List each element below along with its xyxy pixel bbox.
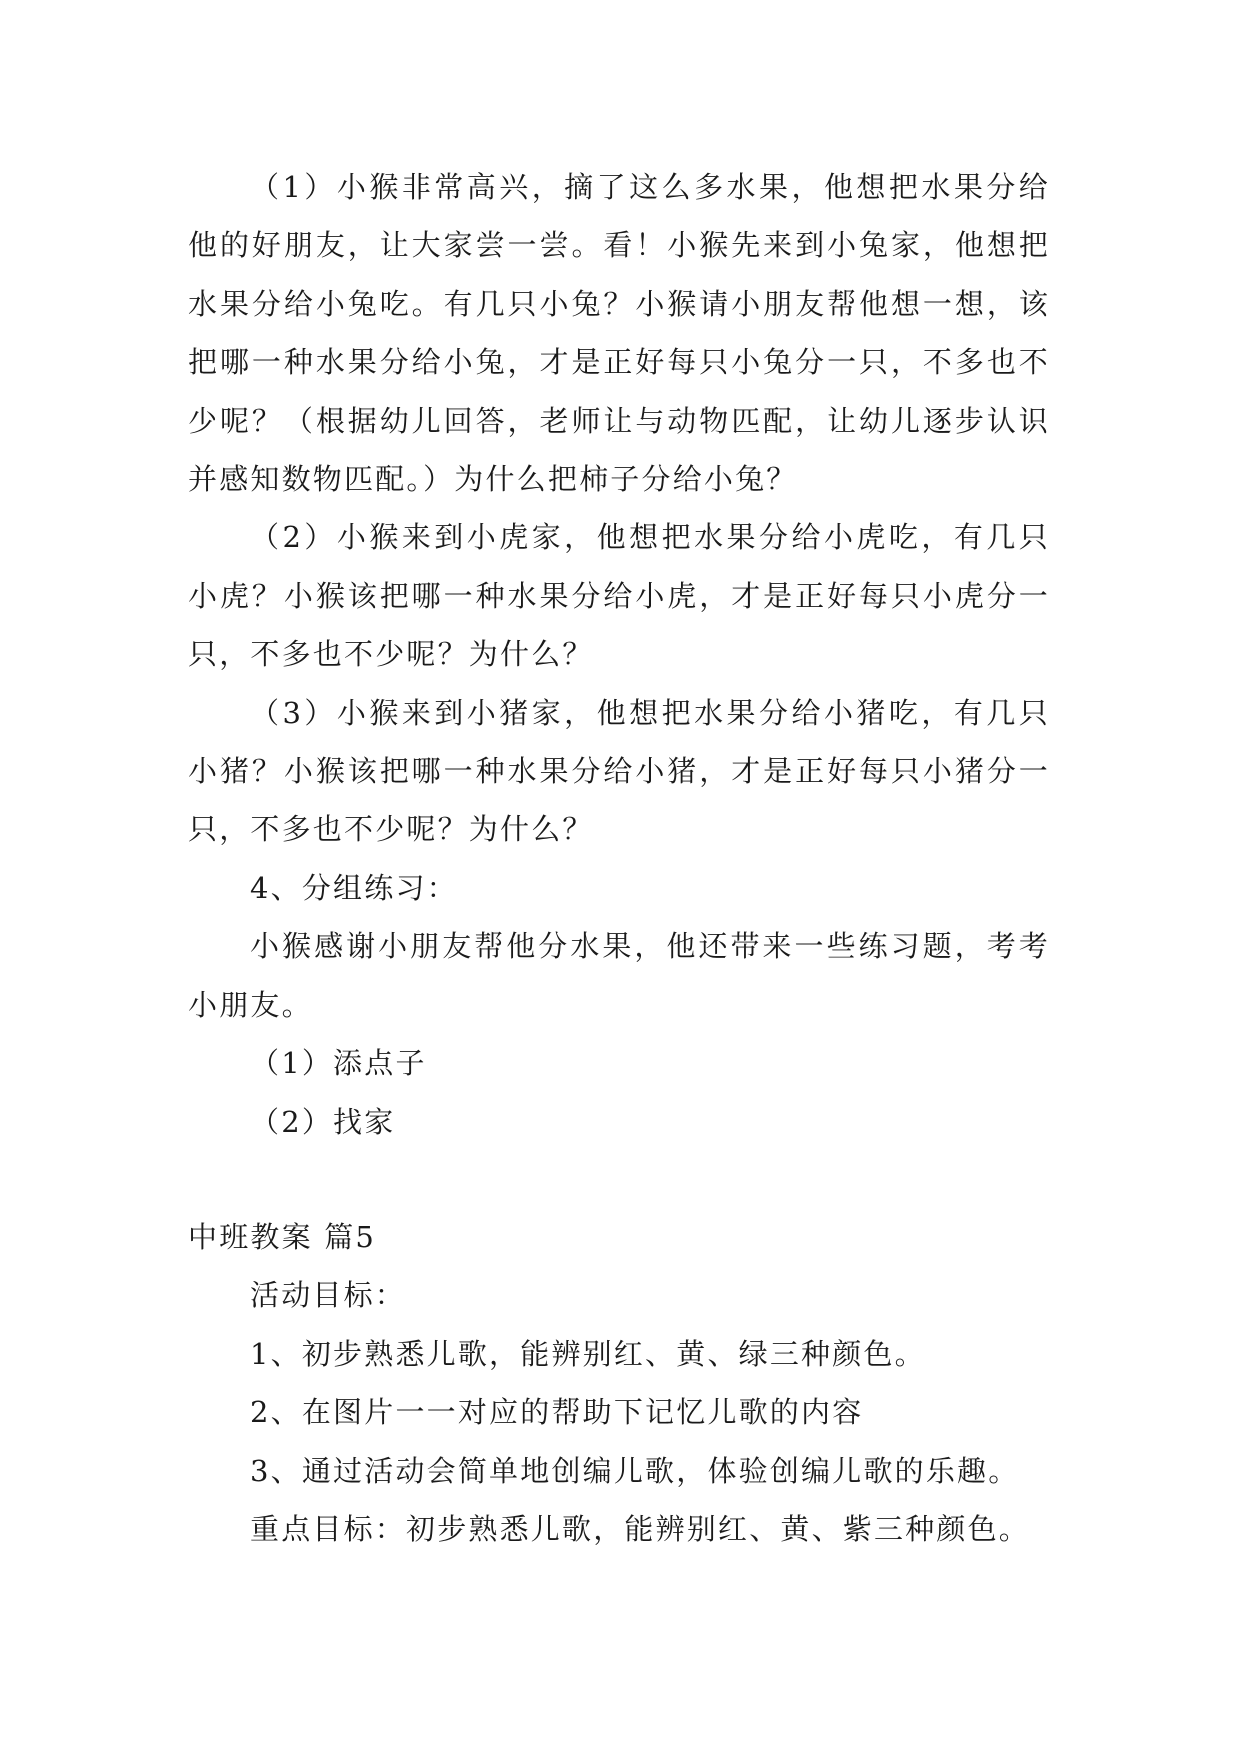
paragraph: 重点目标：初步熟悉儿歌，能辨别红、黄、紫三种颜色。 <box>250 1512 1031 1547</box>
lesson-plan-section <box>188 1208 1050 1558</box>
paragraph: 1、初步熟悉儿歌，能辨别红、黄、绿三种颜色。 <box>250 1336 926 1371</box>
paragraph: 4、分组练习： <box>250 870 458 905</box>
paragraph: （2）小猴来到小虎家，他想把水果分给小虎吃，有几只小虎？小猴该把哪一种水果分给小虎，才是正好每只小虎分一只，不多也不少呢？为什么？ <box>188 520 1050 672</box>
section-heading: 中班教案 篇5 <box>188 1220 377 1254</box>
paragraph: （1）小猴非常高兴，摘了这么多水果，他想把水果分给他的好朋友，让大家尝一尝。看！小猴先来到小兔家，他想把水果分给小兔吃。有几只小兔？小猴请小朋友帮他想一想，该把哪一种水果分给小兔，才是正好每只小兔分一只，不多也不少呢？（根据幼儿回答，老师让与动物匹配，让幼儿逐步认识并感知数物匹配。）为什么把柿子分给小兔？ <box>188 170 1050 497</box>
paragraph: 3、通过活动会简单地创编儿歌，体验创编儿歌的乐趣。 <box>250 1453 1020 1488</box>
paragraph: 2、在图片一一对应的帮助下记忆儿歌的内容 <box>250 1395 864 1430</box>
document-body <box>188 158 1050 1151</box>
paragraph: 小猴感谢小朋友帮他分水果，他还带来一些练习题，考考小朋友。 <box>188 929 1050 1022</box>
paragraph: （1）添点子 <box>250 1046 427 1081</box>
paragraph: （3）小猴来到小猪家，他想把水果分给小猪吃，有几只小猪？小猴该把哪一种水果分给小猪，才是正好每只小猪分一只，不多也不少呢？为什么？ <box>188 695 1050 847</box>
paragraph: 活动目标： <box>250 1278 407 1313</box>
paragraph: （2）找家 <box>250 1104 396 1139</box>
